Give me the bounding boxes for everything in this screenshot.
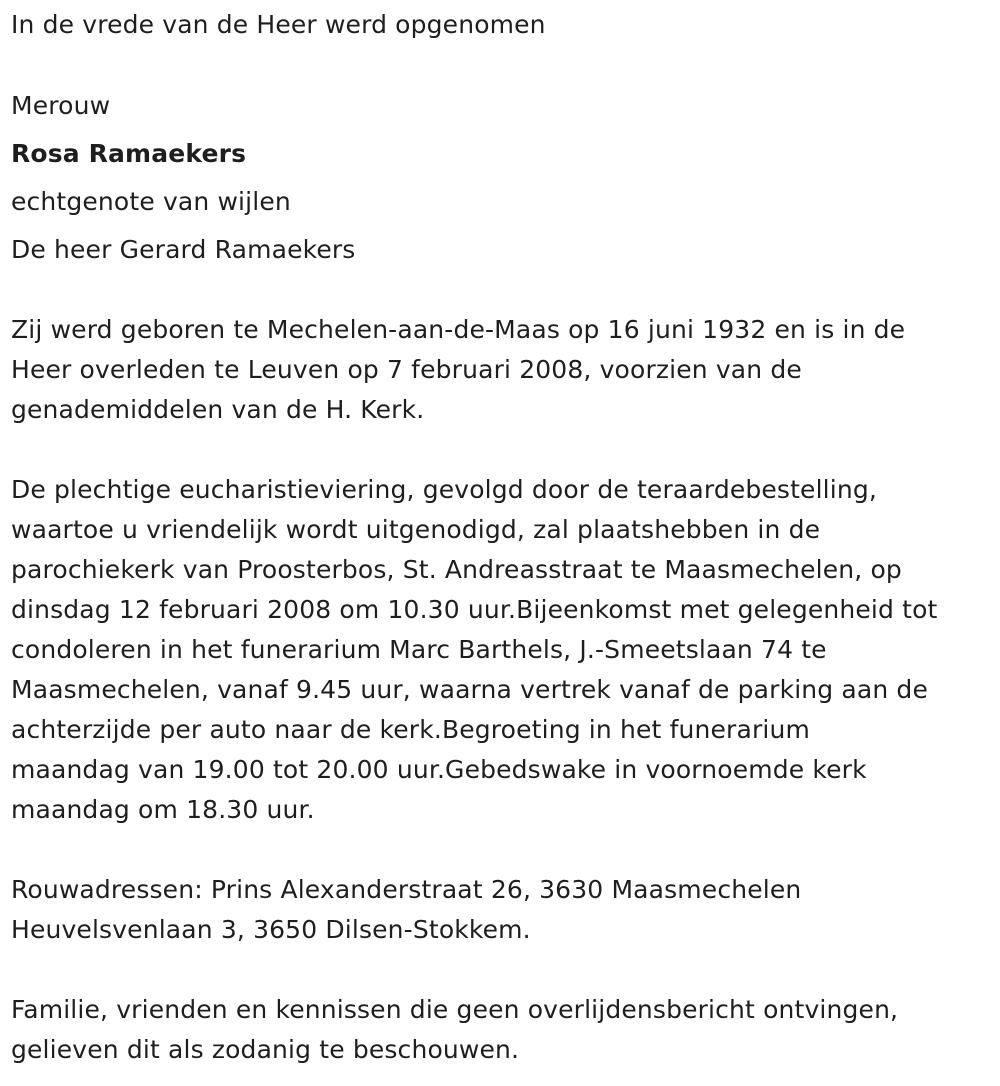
paragraph-line: Maasmechelen, vanaf 9.45 uur, waarna vertrek vanaf de parking aan de [11,675,928,704]
intro-text: In de vrede van de Heer werd opgenomen [11,10,546,39]
paragraph-line: maandag van 19.00 tot 20.00 uur.Gebedswake in voornoemde kerk [11,755,867,784]
paragraph-line: condoleren in het funerarium Marc Barthels, J.-Smeetslaan 74 te [11,635,827,664]
salutation: Merouw [11,91,111,120]
birth-paragraph [11,310,986,430]
paragraph-line: Heuvelsvenlaan 3, 3650 Dilsen-Stokkem. [11,915,531,944]
deceased-name: Rosa Ramaekers [11,139,247,168]
paragraph-line: Familie, vrienden en kennissen die geen overlijdensbericht ontvingen, [11,995,899,1024]
paragraph-line: dinsdag 12 februari 2008 om 10.30 uur.Bijeenkomst met gelegenheid tot [11,595,938,624]
address-paragraph [11,870,986,950]
paragraph-line: Zij werd geboren te Mechelen-aan-de-Maas op 16 juni 1932 en is in de [11,315,906,344]
closing-paragraph [11,990,986,1070]
paragraph-line: waartoe u vriendelijk wordt uitgenodigd, zal plaatshebben in de [11,515,821,544]
paragraph-line: gelieven dit als zodanig te beschouwen. [11,1035,520,1064]
paragraph-line: parochiekerk van Proosterbos, St. Andreasstraat te Maasmechelen, op [11,555,902,584]
paragraph-line: achterzijde per auto naar de kerk.Begroeting in het funerarium [11,715,810,744]
relation-text: echtgenote van wijlen [11,187,291,216]
ceremony-paragraph [11,470,986,830]
paragraph-line: De plechtige eucharistieviering, gevolgd door de teraardebestelling, [11,475,877,504]
paragraph-line: genademiddelen van de H. Kerk. [11,395,425,424]
paragraph-line: Rouwadressen: Prins Alexanderstraat 26, 3630 Maasmechelen [11,875,802,904]
paragraph-line: maandag om 18.30 uur. [11,795,315,824]
paragraph-line: Heer overleden te Leuven op 7 februari 2008, voorzien van de [11,355,802,384]
spouse-name: De heer Gerard Ramaekers [11,235,356,264]
